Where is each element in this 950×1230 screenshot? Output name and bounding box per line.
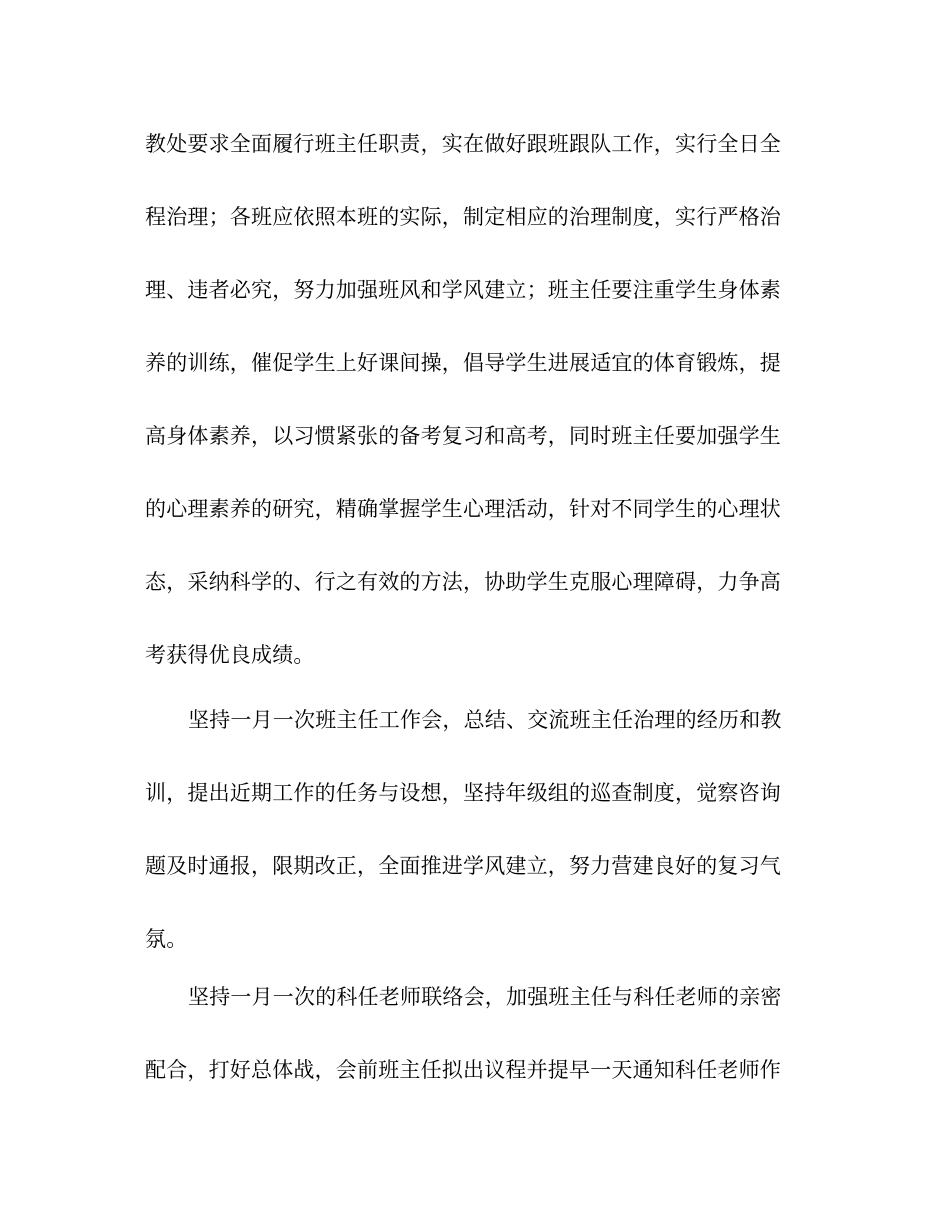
paragraph-1-line-2: 程治理；各班应依照本班的实际，制定相应的治理制度，实行严格治 <box>145 205 781 229</box>
paragraph-3-line-2: 配合，打好总体战，会前班主任拟出议程并提早一天通知科任老师作 <box>145 1058 781 1082</box>
paragraph-1-line-8: 考获得优良成绩。 <box>145 643 315 667</box>
paragraph-1-line-1: 教处要求全面履行班主任职责，实在做好跟班跟队工作，实行全日全 <box>145 132 781 156</box>
paragraph-2-line-3: 题及时通报，限期改正，全面推进学风建立，努力营建良好的复习气 <box>145 854 781 878</box>
paragraph-1-line-4: 养的训练，催促学生上好课间操，倡导学生进展适宜的体育锻炼，提 <box>145 351 781 375</box>
paragraph-1-line-5: 高身体素养，以习惯紧张的备考复习和高考，同时班主任要加强学生 <box>145 424 781 448</box>
paragraph-2-line-4: 氛。 <box>145 927 188 951</box>
paragraph-2-line-2: 训，提出近期工作的任务与设想，坚持年级组的巡查制度，觉察咨询 <box>145 781 781 805</box>
paragraph-1-line-3: 理、违者必究，努力加强班风和学风建立；班主任要注重学生身体素 <box>145 278 781 302</box>
paragraph-3-line-1: 坚持一月一次的科任老师联络会，加强班主任与科任老师的亲密 <box>188 985 782 1009</box>
paragraph-2-line-1: 坚持一月一次班主任工作会，总结、交流班主任治理的经历和教 <box>188 708 782 732</box>
paragraph-1-line-7: 态，采纳科学的、行之有效的方法，协助学生克服心理障碍，力争高 <box>145 570 781 594</box>
paragraph-1-line-6: 的心理素养的研究，精确掌握学生心理活动，针对不同学生的心理状 <box>145 497 781 521</box>
